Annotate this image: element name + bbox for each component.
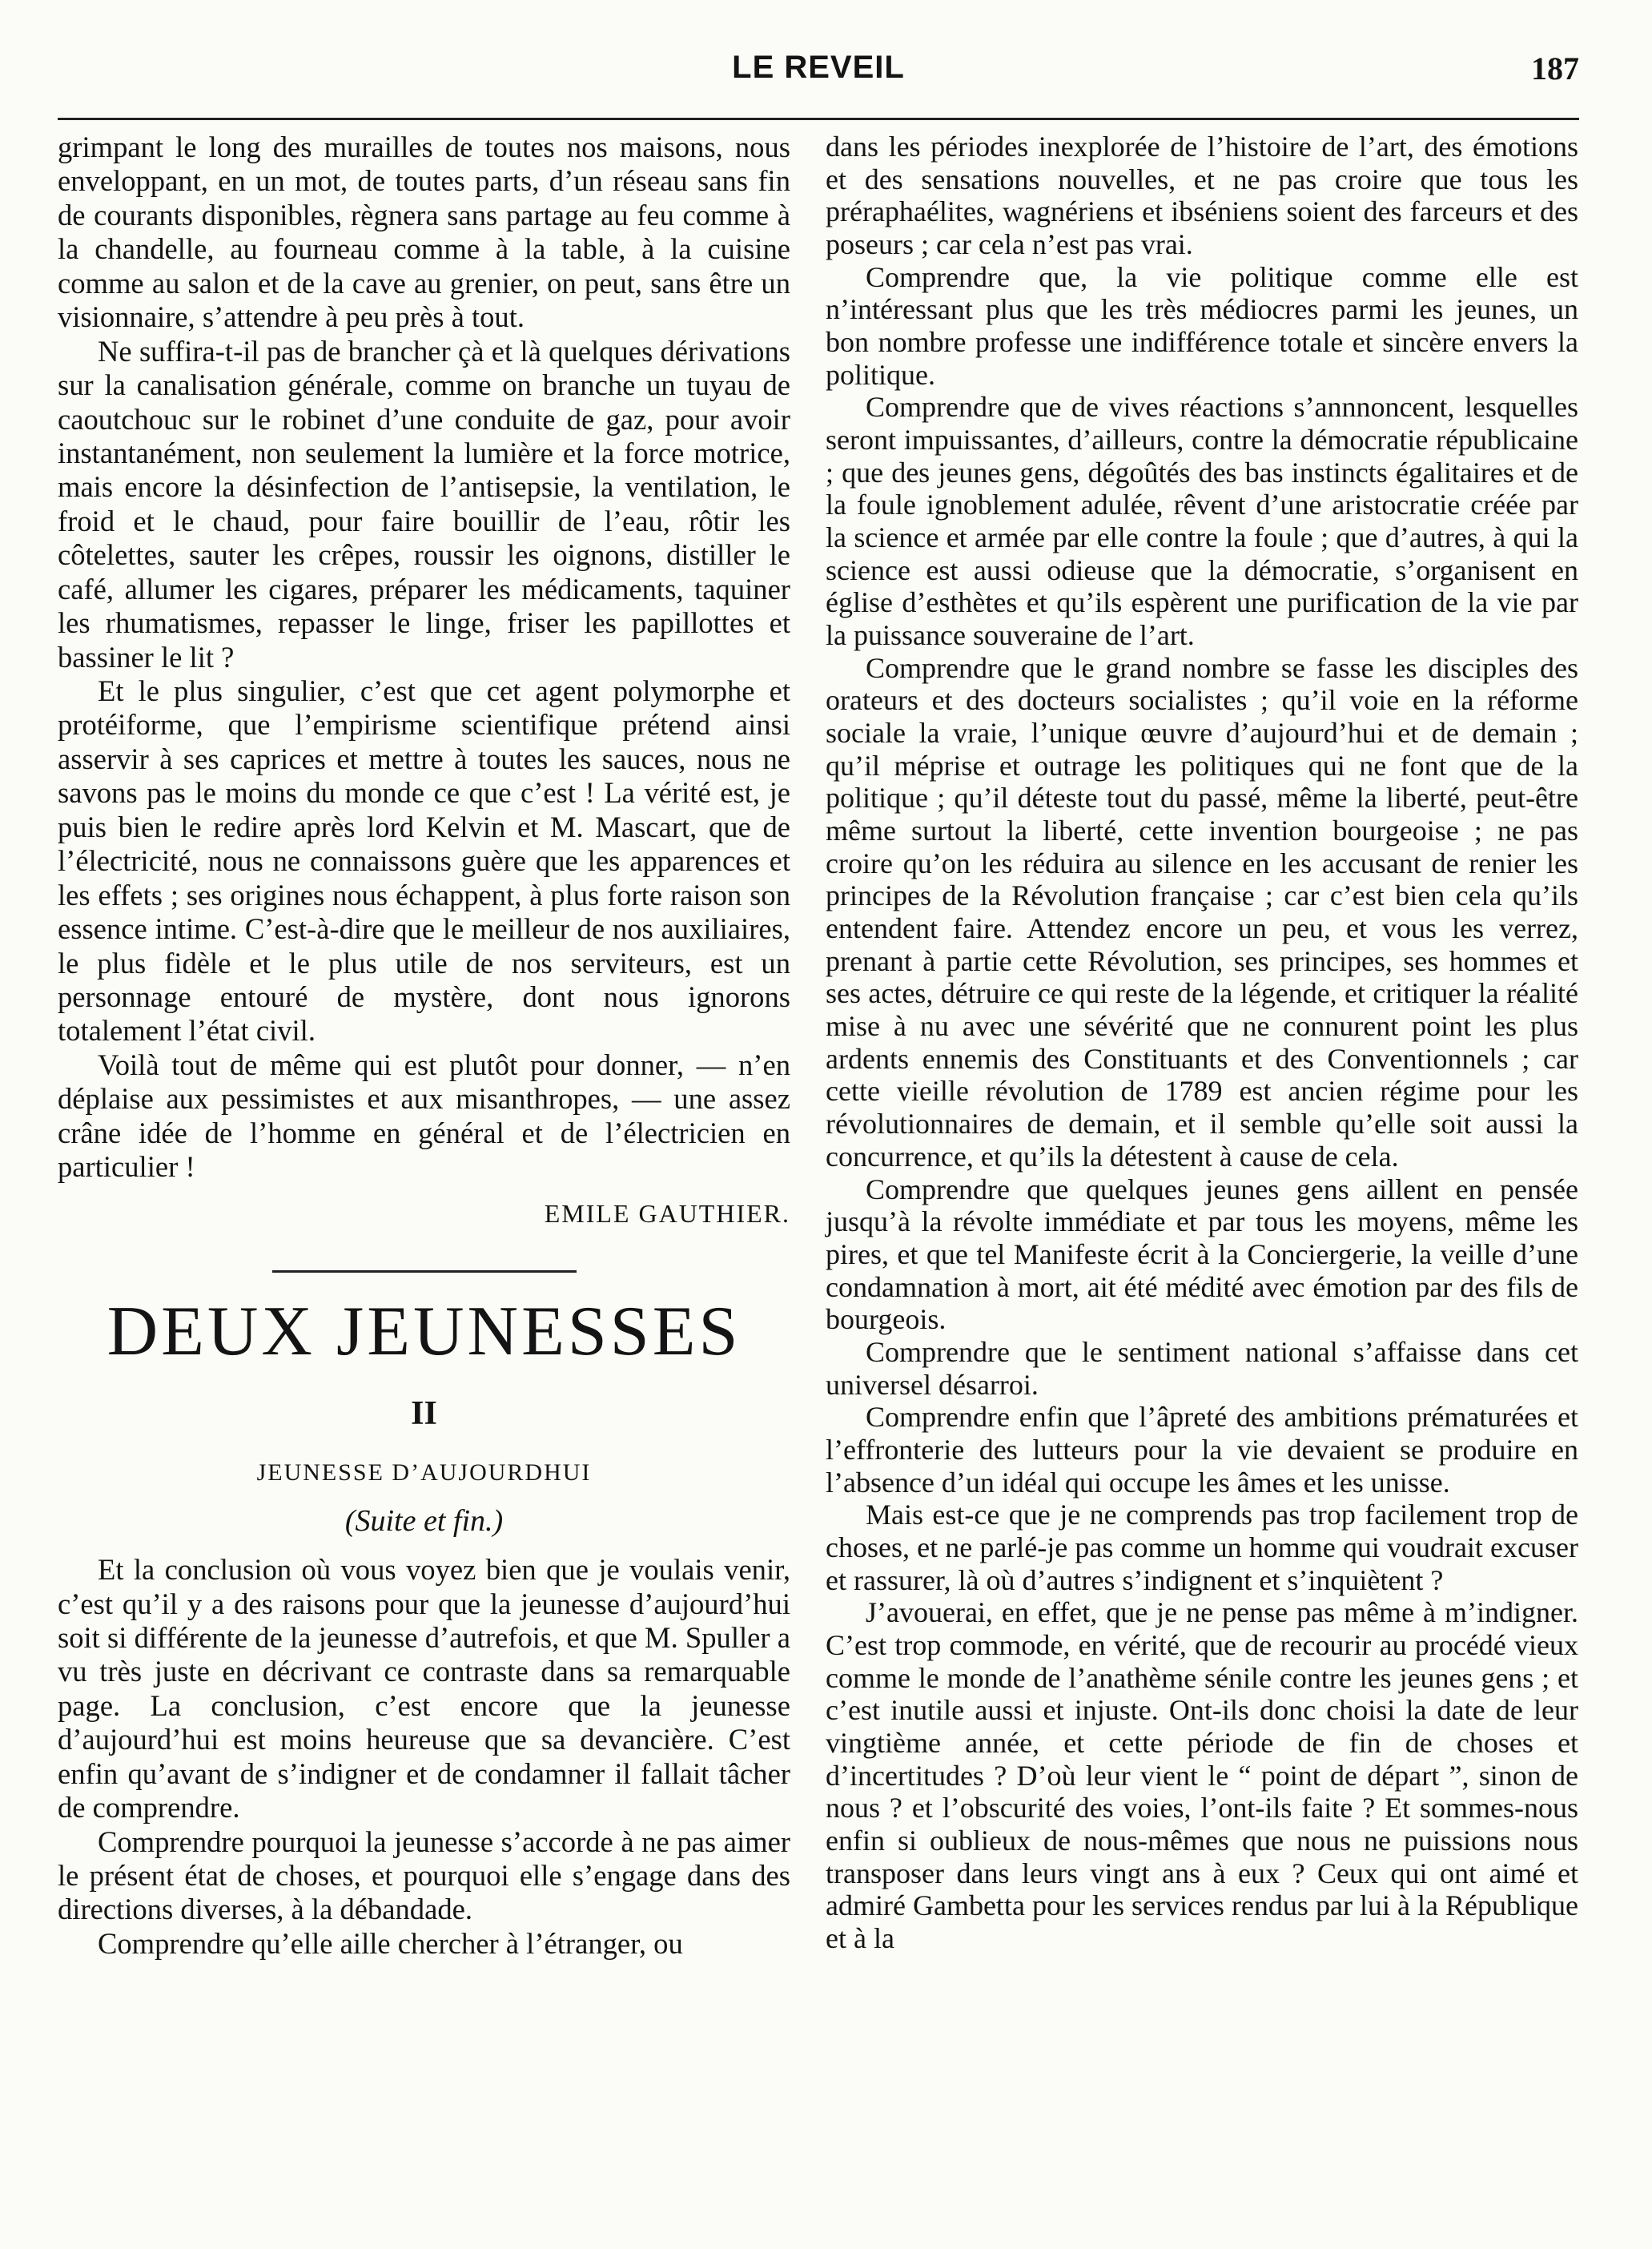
paragraph: grimpant le long des murailles de toutes nos maisons, nous enveloppant, en un mot, de toutes parts, d’un réseau sans fin de courants disponibles, règnera sans partage au feu comme à la chandelle, au fourneau comme à la table, à la cuisine comme au salon et de la cave au grenier, on peut, sans être un visionnaire, s’attendre à peu près à tout. bbox=[58, 131, 790, 334]
paragraph: Comprendre qu’elle aille chercher à l’étranger, ou bbox=[98, 1926, 683, 1960]
page-number: 187 bbox=[1531, 50, 1579, 86]
paragraph: Comprendre que quelques jeunes gens aillent en pensée jusqu’à la révolte immédiate et par tous les moyens, même les pires, et que tel Manifeste écrit à la Conciergerie, la veille d’une condamnation à mort, ait été médité avec émotion par des fils de bourgeois. bbox=[826, 1173, 1578, 1336]
header-rule bbox=[58, 118, 1579, 120]
right-column bbox=[826, 131, 1578, 1955]
paragraph: J’avouerai, en effet, que je ne pense pas même à m’indigner. C’est trop commode, en vérité, que de recourir au procédé vieux comme le monde de l’anathème sénile contre les jeunes gens ; et c’est inutile aussi et injuste. Ont-ils donc choisi la date de leur vingtième année, et cette période de fin de choses et d’incertitudes ? D’où leur vient le “ point de départ ”, sinon de nous ? et l’obscurité des voies, l’ont-ils faite ? Et sommes-nous enfin si oublieux de nous-mêmes que nous ne puissions nous transposer dans leurs vingt ans à eux ? Ceux qui ont aimé et admiré Gambetta pour les services rendus par lui à la République et à la bbox=[826, 1596, 1578, 1954]
paragraph: Comprendre que, la vie politique comme elle est n’intéressant plus que les très médiocres parmi les jeunes, un bon nombre professe une indifférence totale et sincère envers la politique. bbox=[826, 260, 1578, 391]
paragraph: Comprendre que de vives réactions s’annnoncent, lesquelles seront impuissantes, d’ailleurs, contre la démocratie républicaine ; que des jeunes gens, dégoûtés des bas instincts égalitaires et de la foule ignoblement adulée, rêvent d’une aristocratie créée par la science et armée par elle contre la foule ; que d’autres, à qui la science est aussi odieuse que la démocratie, s’organisent en église d’esthètes et qu’ils espèrent une purification de la vie par la puissance souveraine de l’art. bbox=[826, 391, 1578, 652]
paragraph: Comprendre enfin que l’âpreté des ambitions prématurées et l’effronterie des lutteurs pour la vie devaient se produire en l’absence d’un idéal qui occupe les âmes et les unisse. bbox=[826, 1401, 1578, 1499]
article-title: DEUX JEUNESSES bbox=[107, 1292, 742, 1370]
continuation-note: (Suite et fin.) bbox=[344, 1503, 504, 1538]
part-number: II bbox=[411, 1395, 437, 1433]
article-separator bbox=[272, 1270, 577, 1273]
paragraph: Comprendre que le grand nombre se fasse les disciples des orateurs et des docteurs socialistes ; qu’il voie en la réforme sociale la vraie, l’unique œuvre d’aujourd’hui et de demain ; qu’il méprise et outrage les politiques qui ne font que de la politique ; qu’il déteste tout du passé, même la liberté, peut-être même surtout la liberté, cette invention bourgeoise ; ne pas croire qu’on les réduira au silence en les accusant de renier les principes de la Révolution française ; car c’est bien cela qu’ils entendent faire. Attendez encore un peu, et vous les verrez, prenant à partie cette Révolution, ses principes, ses hommes et ses actes, détruire ce qui reste de la légende, et critiquer la réalité mise à nu avec une sévérité que ne connurent point les plus ardents ennemis des Constituants et des Conventionnels ; car cette vieille révolution de 1789 est ancien régime pour les révolutionnaires de demain, et il semble qu’elle soit aussi la concurrence, et qu’ils la détestent à cause de cela. bbox=[826, 651, 1578, 1173]
paragraph: Et le plus singulier, c’est que cet agent polymorphe et protéiforme, que l’empirisme scientifique prétend ainsi asservir à ses caprices et mettre à toutes les sauces, nous ne savons pas le moins du monde ce que c’est ! La vérité est, je puis bien le redire après lord Kelvin et M. Mascart, que de l’électricité, nous ne connaissons guère que les apparences et les effets ; ses origines nous échappent, à plus forte raison son essence intime. C’est-à-dire que le meilleur de nos auxiliaires, le plus fidèle et le plus utile de nos serviteurs, est un personnage entouré de mystère, dont nous ignorons totalement l’état civil. bbox=[58, 674, 790, 1048]
left-column bbox=[58, 131, 790, 1961]
paragraph: Comprendre pourquoi la jeunesse s’accorde à ne pas aimer le présent état de choses, et pourquoi elle s’engage dans des directions diverses, à la débandade. bbox=[58, 1825, 790, 1926]
article-subtitle: JEUNESSE D’AUJOURDHUI bbox=[256, 1459, 592, 1487]
paragraph: Voilà tout de même qui est plutôt pour donner, — n’en déplaise aux pessimistes et aux misanthropes, — une assez crâne idée de l’homme en général et de l’électricien en particulier ! bbox=[58, 1048, 790, 1184]
paragraph: dans les périodes inexplorée de l’histoire de l’art, des émotions et des sensations nouvelles, et ne pas croire que tous les préraphaélites, wagnériens et ibséniens soient des farceurs et des poseurs ; car cela n’est pas vrai. bbox=[826, 131, 1578, 261]
paragraph: Ne suffira-t-il pas de brancher çà et là quelques dérivations sur la canalisation générale, comme on branche un tuyau de caoutchouc sur le robinet d’une conduite de gaz, pour avoir instantanément, non seulement la lumière et la force motrice, mais encore la désinfection de l’antisepsie, la ventilation, le froid et le chaud, pour faire bouillir de l’eau, rôtir les côtelettes, sauter les crêpes, roussir les oignons, distiller le café, allumer les cigares, préparer les médicaments, taquiner les rhumatismes, repasser le linge, friser les papillottes et bassiner le lit ? bbox=[58, 334, 790, 674]
page-header bbox=[58, 50, 1579, 98]
paragraph: Mais est-ce que je ne comprends pas trop facilement trop de choses, et ne parlé-je pas comme un homme qui voudrait excuser et rassurer, là où d’autres s’indignent et s’inquiètent ? bbox=[826, 1499, 1578, 1596]
paragraph: Et la conclusion où vous voyez bien que je voulais venir, c’est qu’il y a des raisons pour que la jeunesse d’aujourd’hui soit si différente de la jeunesse d’autrefois, et que M. Spuller a vu très juste en décrivant ce contraste dans sa remarquable page. La conclusion, c’est encore que la jeunesse d’aujourd’hui est moins heureuse que sa devancière. C’est enfin qu’avant de s’indigner et de condamner il fallait tâcher de comprendre. bbox=[58, 1553, 790, 1825]
author-signature: EMILE GAUTHIER. bbox=[544, 1198, 790, 1228]
paragraph: Comprendre que le sentiment national s’affaisse dans cet universel désarroi. bbox=[826, 1335, 1578, 1401]
running-title: LE REVEIL bbox=[732, 50, 905, 85]
